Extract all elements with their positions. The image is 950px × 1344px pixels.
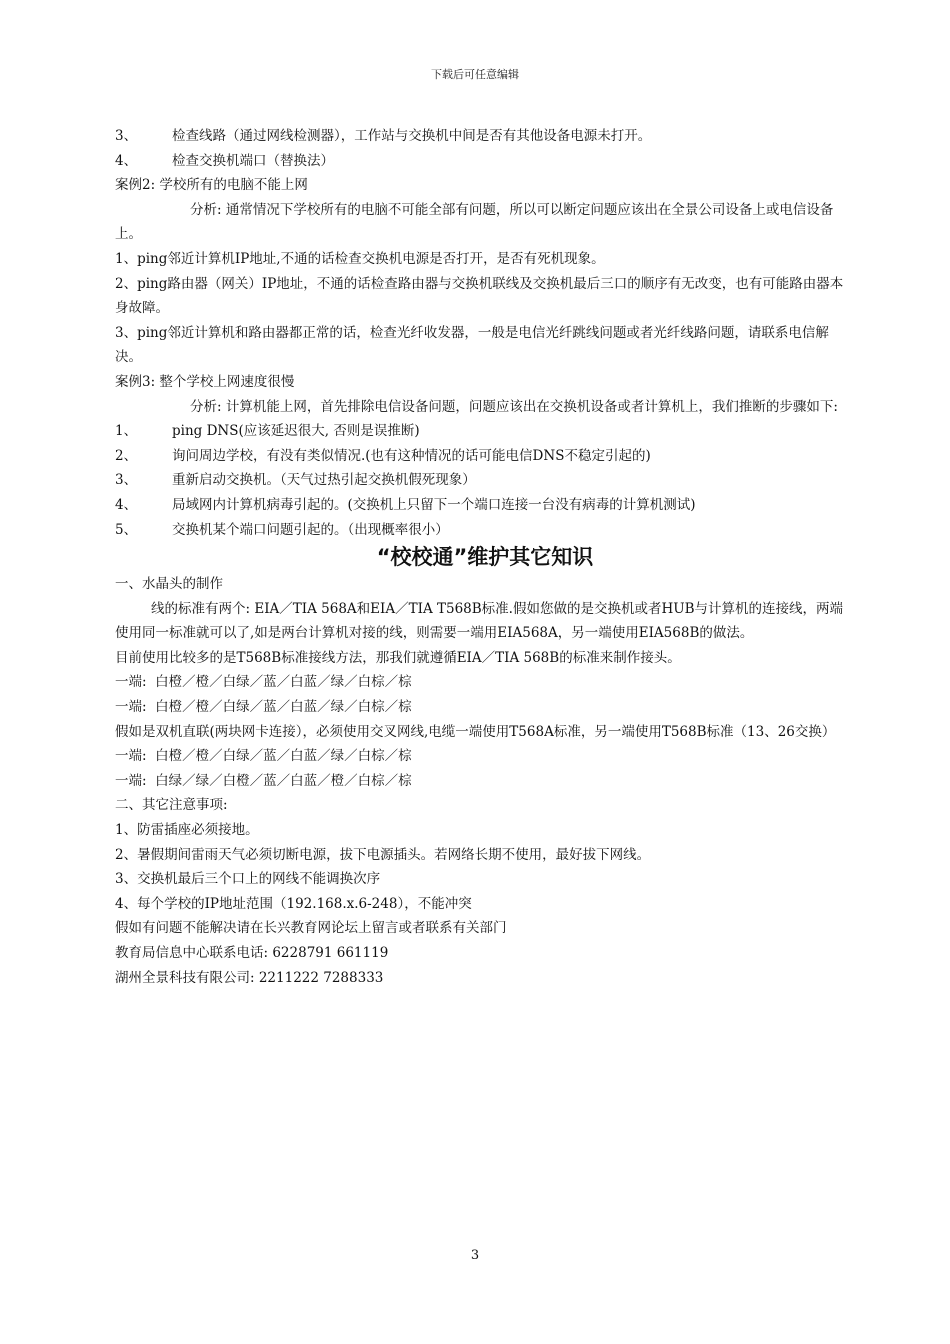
case2-analysis: 分析: 通常情况下学校所有的电脑不可能全部有问题，所以可以断定问题应该出在全景公司设备上或电信设备上。 — [115, 201, 834, 243]
crystal-heading: 一、水晶头的制作 — [115, 576, 223, 593]
step-item: 3、 检查线路（通过网线检测器），工作站与交换机中间是否有其他设备电源未打开。 — [115, 128, 652, 144]
case2-item: 3、ping邻近计算机和路由器都正常的话，检查光纤收发器，一般是电信光纤跳线问题或者光纤线路问题，请联系电信解决。 — [115, 324, 829, 366]
notes-heading: 二、其它注意事项: — [115, 797, 228, 814]
case2-item: 1、ping邻近计算机IP地址,不通的话检查交换机电源是否打开，是否有死机现象。 — [115, 250, 605, 267]
wiring-line: 一端: 白橙／橙／白绿／蓝／白蓝／绿／白棕／棕 — [115, 748, 412, 765]
step-item: 4、 检查交换机端口（替换法） — [115, 152, 334, 169]
case3-step: 2、 询问周边学校，有没有类似情况.(也有这种情况的话可能电信DNS不稳定引起的) — [115, 447, 651, 464]
notes-item: 4、每个学校的IP地址范围（192.168.x.6-248），不能冲突 — [115, 895, 472, 912]
case2-item: 2、ping路由器（网关）IP地址，不通的话检查路由器与交换机联线及交换机最后三口的顺序有无改变，也有可能路由器本身故障。 — [115, 275, 844, 317]
crystal-para: 线的标准有两个: EIA／TIA 568A和EIA／TIA T568B标准.假如您做的是交换机或者HUB与计算机的连接线，两端使用同一标准就可以了,如是两台计算机对接的线，则需要一端用EIA568A，另一端使用EIA568B的做法。 — [115, 600, 844, 642]
case2-title: 案例2: 学校所有的电脑不能上网 — [115, 177, 308, 194]
section-title: “校校通”维护其它知识 — [376, 545, 594, 570]
contact-line: 教育局信息中心联系电话: 6228791 661119 — [115, 945, 389, 961]
notes-item: 2、暑假期间雷雨天气必须切断电源，拔下电源插头。若网络长期不使用，最好拔下网线。 — [115, 846, 651, 863]
case3-step: 1、 ping DNS(应该延迟很大, 否则是误推断) — [115, 423, 420, 440]
case3-analysis: 分析: 计算机能上网，首先排除电信设备问题，问题应该出在交换机设备或者计算机上，我们推断的步骤如下: — [190, 398, 838, 415]
contact-line: 假如有问题不能解决请在长兴教育网论坛上留言或者联系有关部门 — [115, 920, 507, 937]
notes-item: 3、交换机最后三个口上的网线不能调换次序 — [115, 871, 381, 888]
contact-line: 湖州全景科技有限公司: 2211222 7288333 — [115, 969, 384, 986]
wiring-line: 一端: 白橙／橙／白绿／蓝／白蓝／绿／白棕／棕 — [115, 699, 412, 716]
wiring-line: 一端: 白橙／橙／白绿／蓝／白蓝／绿／白棕／棕 — [115, 674, 412, 691]
crystal-para: 假如是双机直联(两块网卡连接），必须使用交叉网线,电缆一端使用T568A标准，另一端使用T568B标准（13、26交换） — [115, 723, 836, 740]
case3-step: 3、 重新启动交换机。（天气过热引起交换机假死现象） — [115, 472, 476, 489]
case3-step: 5、 交换机某个端口问题引起的。（出现概率很小） — [115, 521, 449, 538]
case3-step: 4、 局域网内计算机病毒引起的。(交换机上只留下一个端口连接一台没有病毒的计算机测试) — [115, 496, 696, 513]
page-number: 3 — [470, 1248, 480, 1263]
crystal-para: 目前使用比较多的是T568B标准接线方法，那我们就遵循EIA／TIA 568B的标准来制作接头。 — [115, 649, 681, 666]
document-body — [115, 124, 845, 990]
wiring-line: 一端: 白绿／绿／白橙／蓝／白蓝／橙／白棕／棕 — [115, 772, 412, 789]
notes-item: 1、防雷插座必须接地。 — [115, 822, 259, 839]
page-header: 下载后可任意编辑 — [431, 68, 519, 81]
case3-title: 案例3: 整个学校上网速度很慢 — [115, 373, 295, 390]
